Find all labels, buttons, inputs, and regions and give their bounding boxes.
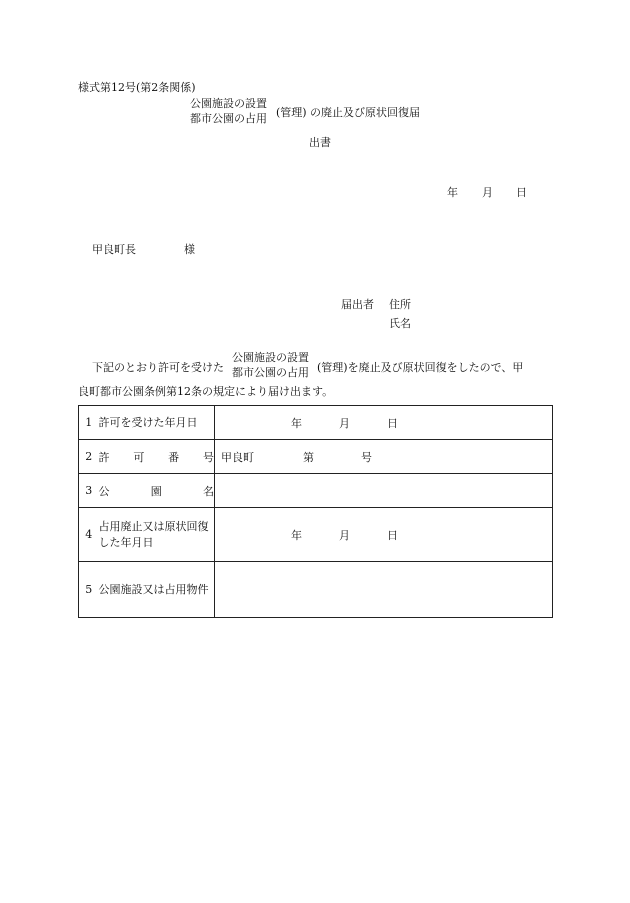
date-month: 月 <box>482 186 493 199</box>
body-prefix: 下記のとおり許可を受けた <box>92 361 224 374</box>
row-number: 3 <box>79 474 99 508</box>
date-year-label: 年 <box>291 416 302 430</box>
row-label-park-name: 公 園 名 <box>99 474 215 508</box>
form-number: 様式第12号(第2条関係) <box>78 81 196 94</box>
date-year: 年 <box>447 186 458 199</box>
title-rest: の廃止及び原状回復届 <box>310 106 420 119</box>
permit-date-field[interactable] <box>215 406 553 440</box>
title-sub: 出書 <box>309 136 331 149</box>
row-label-restoration-date: 占用廃止又は原状回復した年月日 <box>99 508 215 562</box>
go-label: 号 <box>361 450 372 464</box>
table-row <box>79 562 553 618</box>
date-day: 日 <box>516 186 527 199</box>
addressee-name: 甲良町長 <box>92 243 136 256</box>
row-label-permit-date: 許可を受けた年月日 <box>99 406 215 440</box>
applicant-label: 届出者 <box>341 298 374 311</box>
row-number: 1 <box>79 406 99 440</box>
dai-label: 第 <box>303 450 314 464</box>
row-number: 5 <box>79 562 99 618</box>
body-options <box>232 350 309 380</box>
date-month-label: 月 <box>339 528 350 542</box>
body-line2: 良町都市公園条例第12条の規定により届け出ます。 <box>78 385 334 398</box>
title-option-2: 都市公園の占用 <box>190 112 267 125</box>
date-month-label: 月 <box>339 416 350 430</box>
date-day-label: 日 <box>387 528 398 542</box>
table-row <box>79 440 553 474</box>
park-name-field[interactable] <box>215 474 553 508</box>
form-table <box>78 405 553 618</box>
body-option-1: 公園施設の設置 <box>232 351 309 364</box>
table-row <box>79 406 553 440</box>
row-label-permit-number: 許 可 番 号 <box>99 440 215 474</box>
date-year-label: 年 <box>291 528 302 542</box>
applicant-address-label: 住所 <box>389 298 411 311</box>
row-label-facility: 公園施設又は占用物件 <box>99 562 215 618</box>
addressee-honorific: 様 <box>184 243 195 256</box>
title-paren: (管理) <box>276 106 307 119</box>
table-row <box>79 508 553 562</box>
permit-number-field[interactable] <box>215 440 553 474</box>
town-label: 甲良町 <box>221 450 254 464</box>
facility-field[interactable] <box>215 562 553 618</box>
body-option-2: 都市公園の占用 <box>232 366 309 379</box>
applicant-name-label: 氏名 <box>389 317 411 330</box>
body-suffix: (管理)を廃止及び原状回復をしたので、甲 <box>317 361 524 374</box>
date-day-label: 日 <box>387 416 398 430</box>
restoration-date-field[interactable] <box>215 508 553 562</box>
row-number: 2 <box>79 440 99 474</box>
title-options <box>190 96 267 126</box>
table-row <box>79 474 553 508</box>
title-option-1: 公園施設の設置 <box>190 97 267 110</box>
row-number: 4 <box>79 508 99 562</box>
